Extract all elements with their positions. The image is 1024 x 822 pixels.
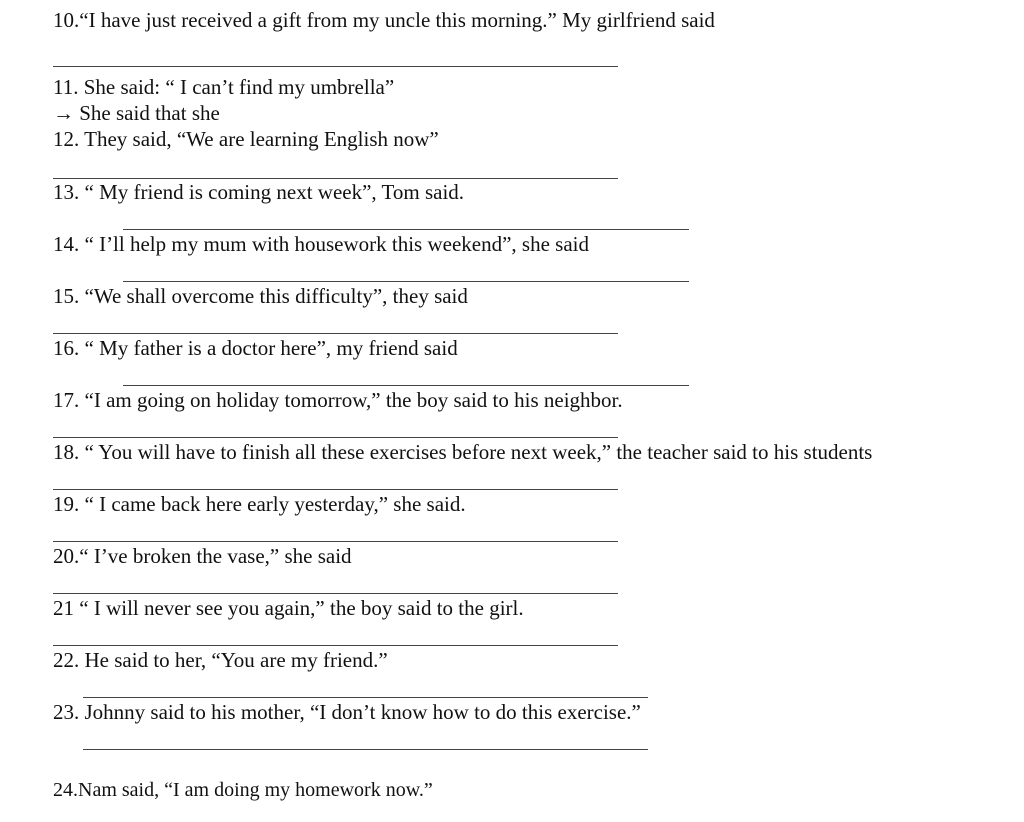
- exercise-20: 20.“ I’ve broken the vase,” she said: [53, 544, 352, 568]
- exercise-14: 14. “ I’ll help my mum with housework this weekend”, she said: [53, 232, 589, 256]
- exercise-17: 17. “I am going on holiday tomorrow,” the boy said to his neighbor.: [53, 388, 623, 412]
- answer-line-21[interactable]: [53, 645, 618, 646]
- answer-line-12[interactable]: [53, 178, 618, 179]
- answer-line-16[interactable]: [123, 385, 689, 386]
- exercise-15: 15. “We shall overcome this difficulty”, they said: [53, 284, 468, 308]
- answer-line-15[interactable]: [53, 333, 618, 334]
- exercise-23: 23. Johnny said to his mother, “I don’t know how to do this exercise.”: [53, 700, 641, 724]
- answer-line-10[interactable]: [53, 66, 618, 67]
- exercise-19: 19. “ I came back here early yesterday,” she said.: [53, 492, 466, 516]
- exercise-24: 24.Nam said, “I am doing my homework now.”: [53, 779, 433, 801]
- answer-line-18[interactable]: [53, 489, 618, 490]
- answer-line-17[interactable]: [53, 437, 618, 438]
- exercise-13: 13. “ My friend is coming next week”, Tom said.: [53, 180, 465, 204]
- answer-line-19[interactable]: [53, 541, 618, 542]
- exercise-21: 21 “ I will never see you again,” the boy said to the girl.: [53, 596, 524, 620]
- exercise-16: 16. “ My father is a doctor here”, my friend said: [53, 336, 458, 360]
- exercise-10: 10.“I have just received a gift from my uncle this morning.” My girlfriend said: [53, 8, 715, 32]
- answer-line-20[interactable]: [53, 593, 618, 594]
- answer-line-22[interactable]: [83, 697, 648, 698]
- exercise-12: 12. They said, “We are learning English now”: [53, 127, 439, 151]
- example-answer: → She said that she: [53, 101, 220, 125]
- answer-line-23[interactable]: [83, 749, 648, 750]
- exercise-11: 11. She said: “ I can’t find my umbrella”: [53, 75, 395, 99]
- exercise-22: 22. He said to her, “You are my friend.”: [53, 648, 388, 672]
- answer-line-14[interactable]: [123, 281, 689, 282]
- answer-line-13[interactable]: [123, 229, 689, 230]
- exercise-18: 18. “ You will have to finish all these exercises before next week,” the teacher said to his students: [53, 440, 873, 464]
